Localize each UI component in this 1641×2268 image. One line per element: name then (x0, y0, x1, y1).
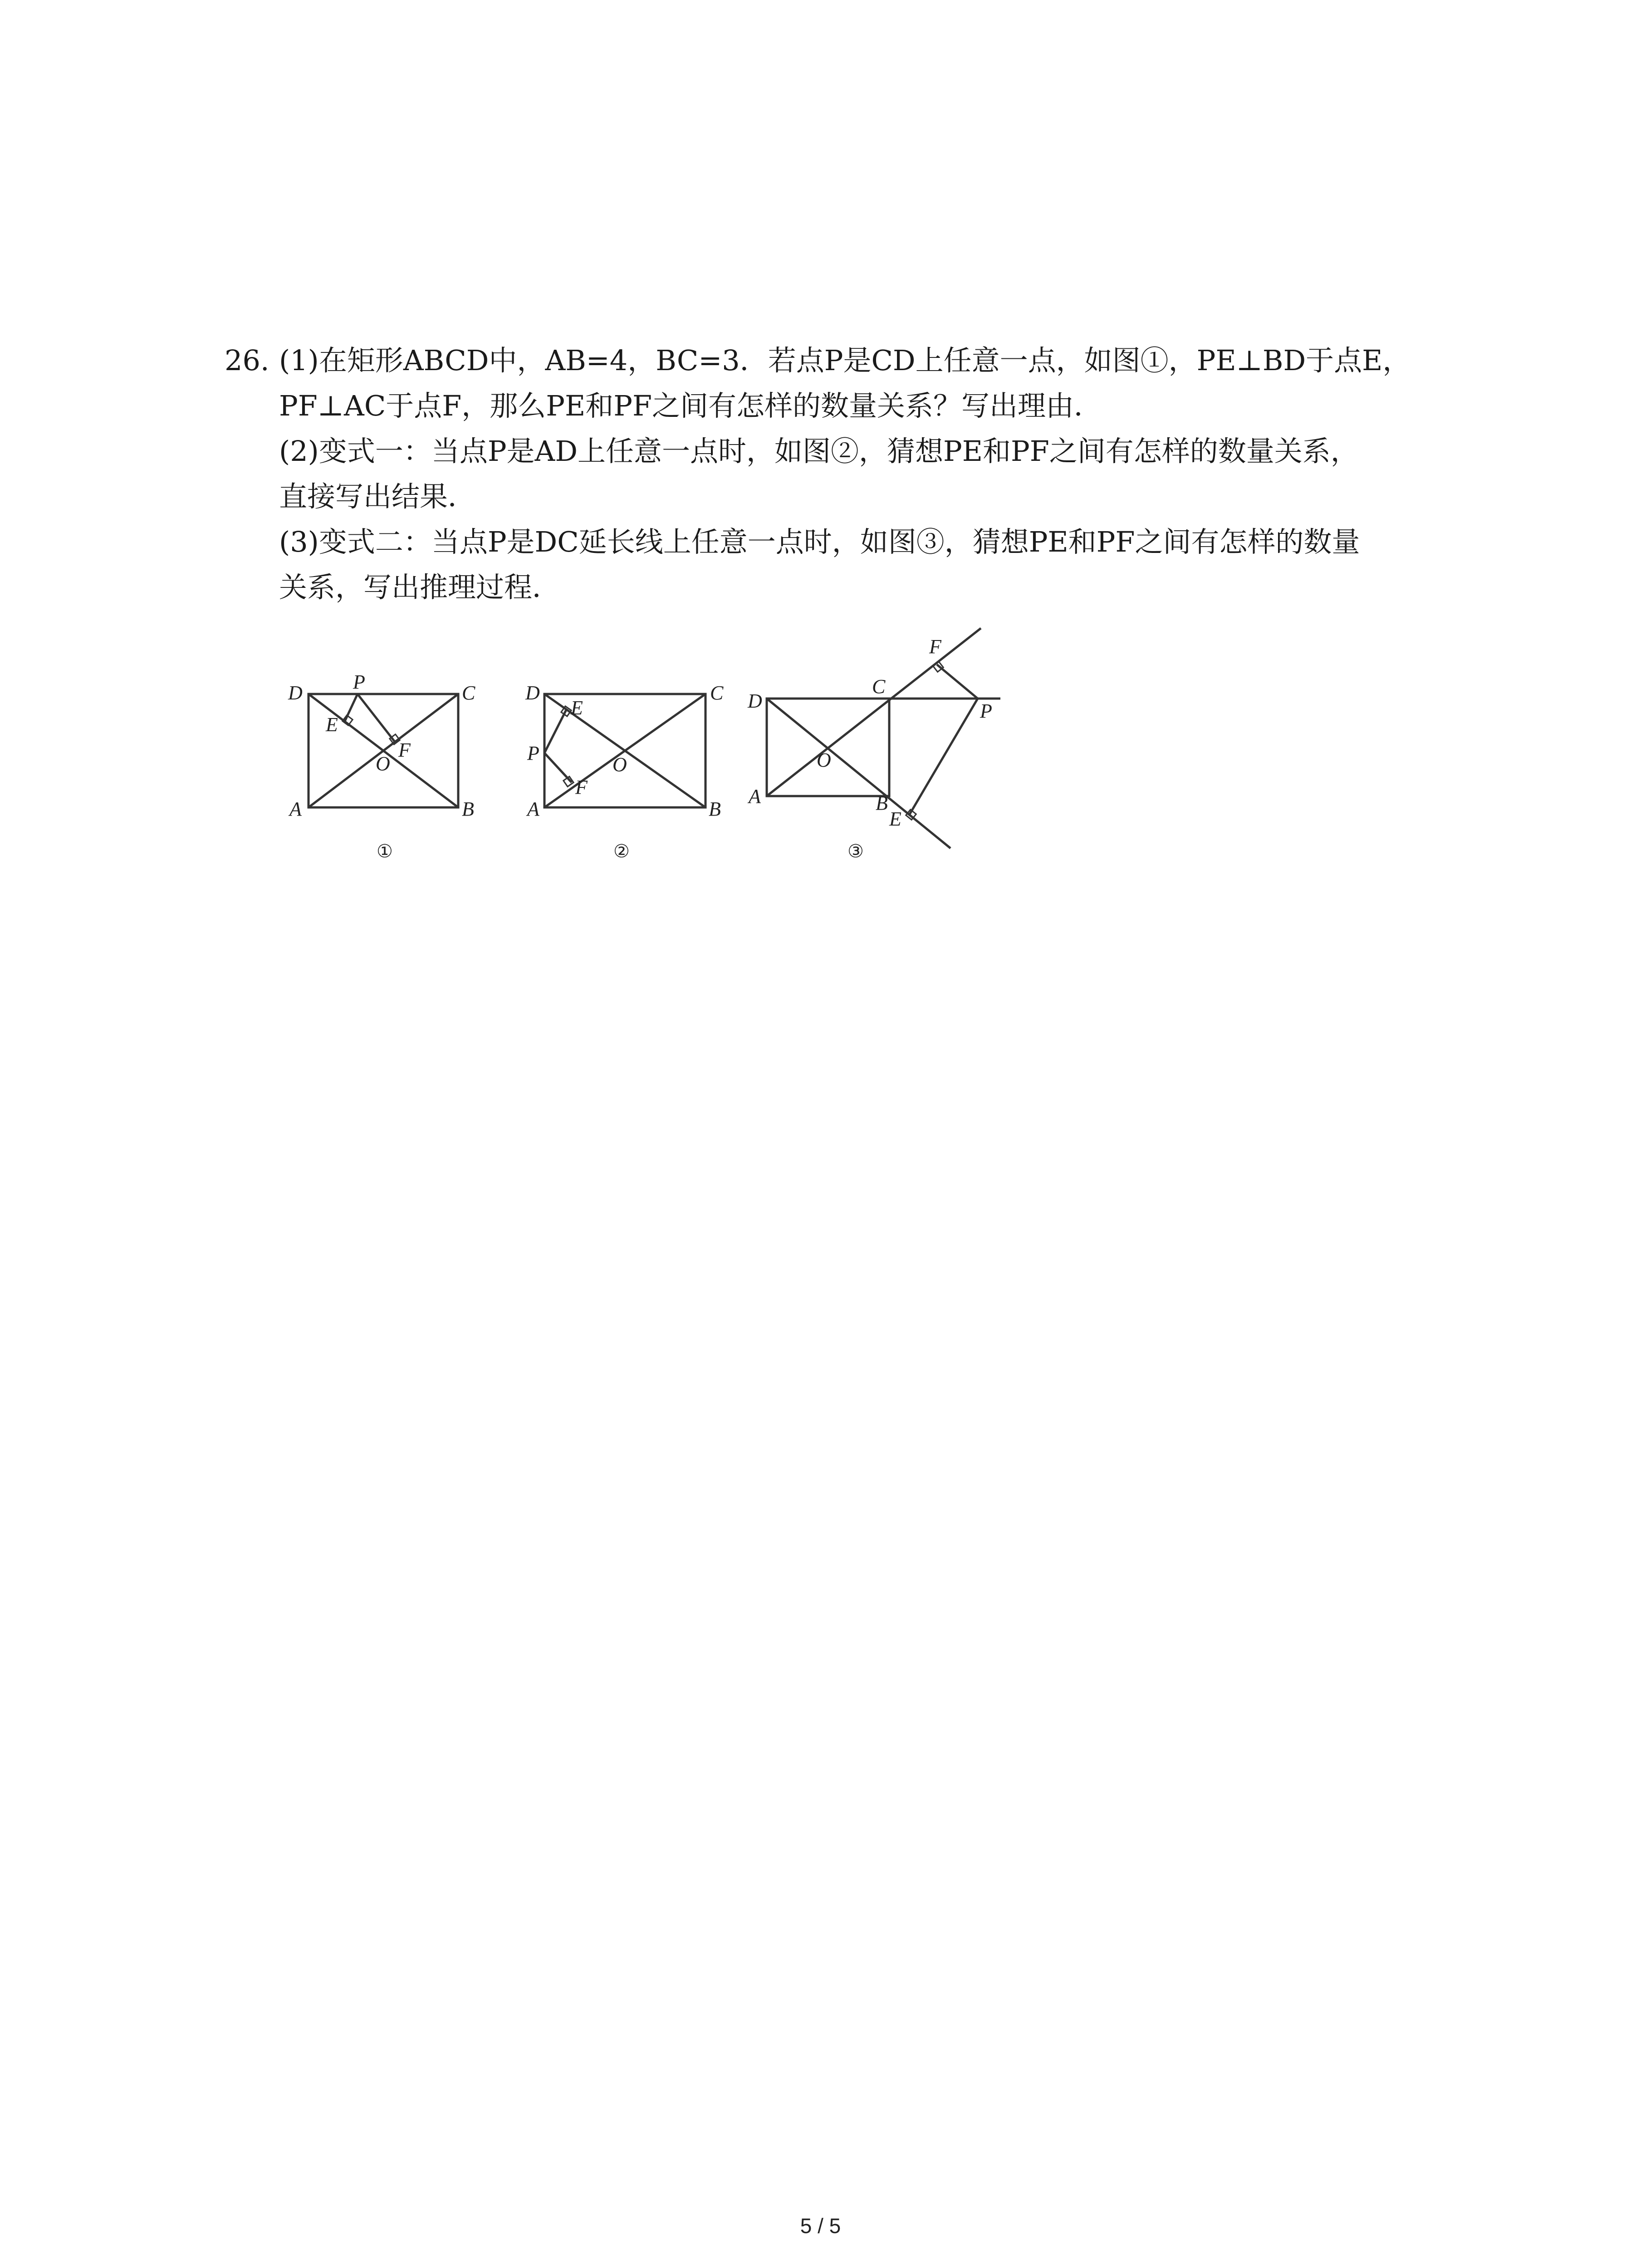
geometry-figures (272, 621, 1043, 875)
fig1-label-P: P (353, 671, 365, 693)
fig3-label-D: D (748, 690, 762, 712)
fig2-label-B: B (709, 798, 721, 820)
fig1-label-C: C (462, 682, 475, 704)
fig1-label-E: E (326, 714, 338, 736)
part2-line1: (2)变式一：当点P是AD上任意一点时，如图②，猜想PE和PF之间有怎样的数量关系， (279, 435, 1359, 468)
fig2-label-O: O (612, 753, 627, 776)
fig3-label-E: E (889, 808, 901, 830)
part3-line1: (3)变式二：当点P是DC延长线上任意一点时，如图③，猜想PE和PF之间有怎样的数量 (279, 525, 1360, 558)
fig3-label-A: A (749, 785, 761, 807)
problem-number: 26. (225, 344, 269, 377)
fig1-label-F: F (398, 739, 411, 761)
part1-line2: PF⊥AC于点F，那么PE和PF之间有怎样的数量关系？写出理由． (279, 389, 1102, 422)
fig2-caption: ② (613, 841, 630, 862)
fig1-label-B: B (462, 798, 474, 820)
fig3-label-O: O (817, 749, 831, 771)
page-number: 5 / 5 (800, 2214, 841, 2238)
fig2-label-D: D (525, 682, 540, 704)
fig1-label-A: A (289, 798, 302, 820)
part3-line2: 关系，写出推理过程． (279, 571, 561, 604)
fig1-label-O: O (376, 753, 390, 775)
figure-1 (309, 694, 458, 807)
fig3-label-F: F (929, 635, 941, 658)
fig1-label-D: D (288, 682, 303, 704)
figure-3 (767, 628, 1000, 848)
part2-line2: 直接写出结果． (279, 480, 476, 513)
fig2-label-C: C (710, 682, 724, 704)
figure-2 (544, 694, 705, 807)
fig2-label-P: P (527, 742, 539, 764)
fig2-label-A: A (527, 798, 539, 820)
fig2-label-F: F (575, 776, 588, 798)
part1-line1: (1)在矩形ABCD中，AB=4，BC=3．若点P是CD上任意一点，如图①，PE⊥BD于点E， (279, 344, 1411, 377)
fig3-label-P: P (980, 700, 992, 722)
fig3-caption: ③ (847, 841, 864, 862)
problem-26 (225, 338, 1450, 610)
fig3-label-B: B (876, 792, 888, 814)
fig1-caption: ① (377, 841, 393, 862)
fig3-label-C: C (872, 675, 886, 698)
fig2-label-E: E (571, 697, 583, 719)
